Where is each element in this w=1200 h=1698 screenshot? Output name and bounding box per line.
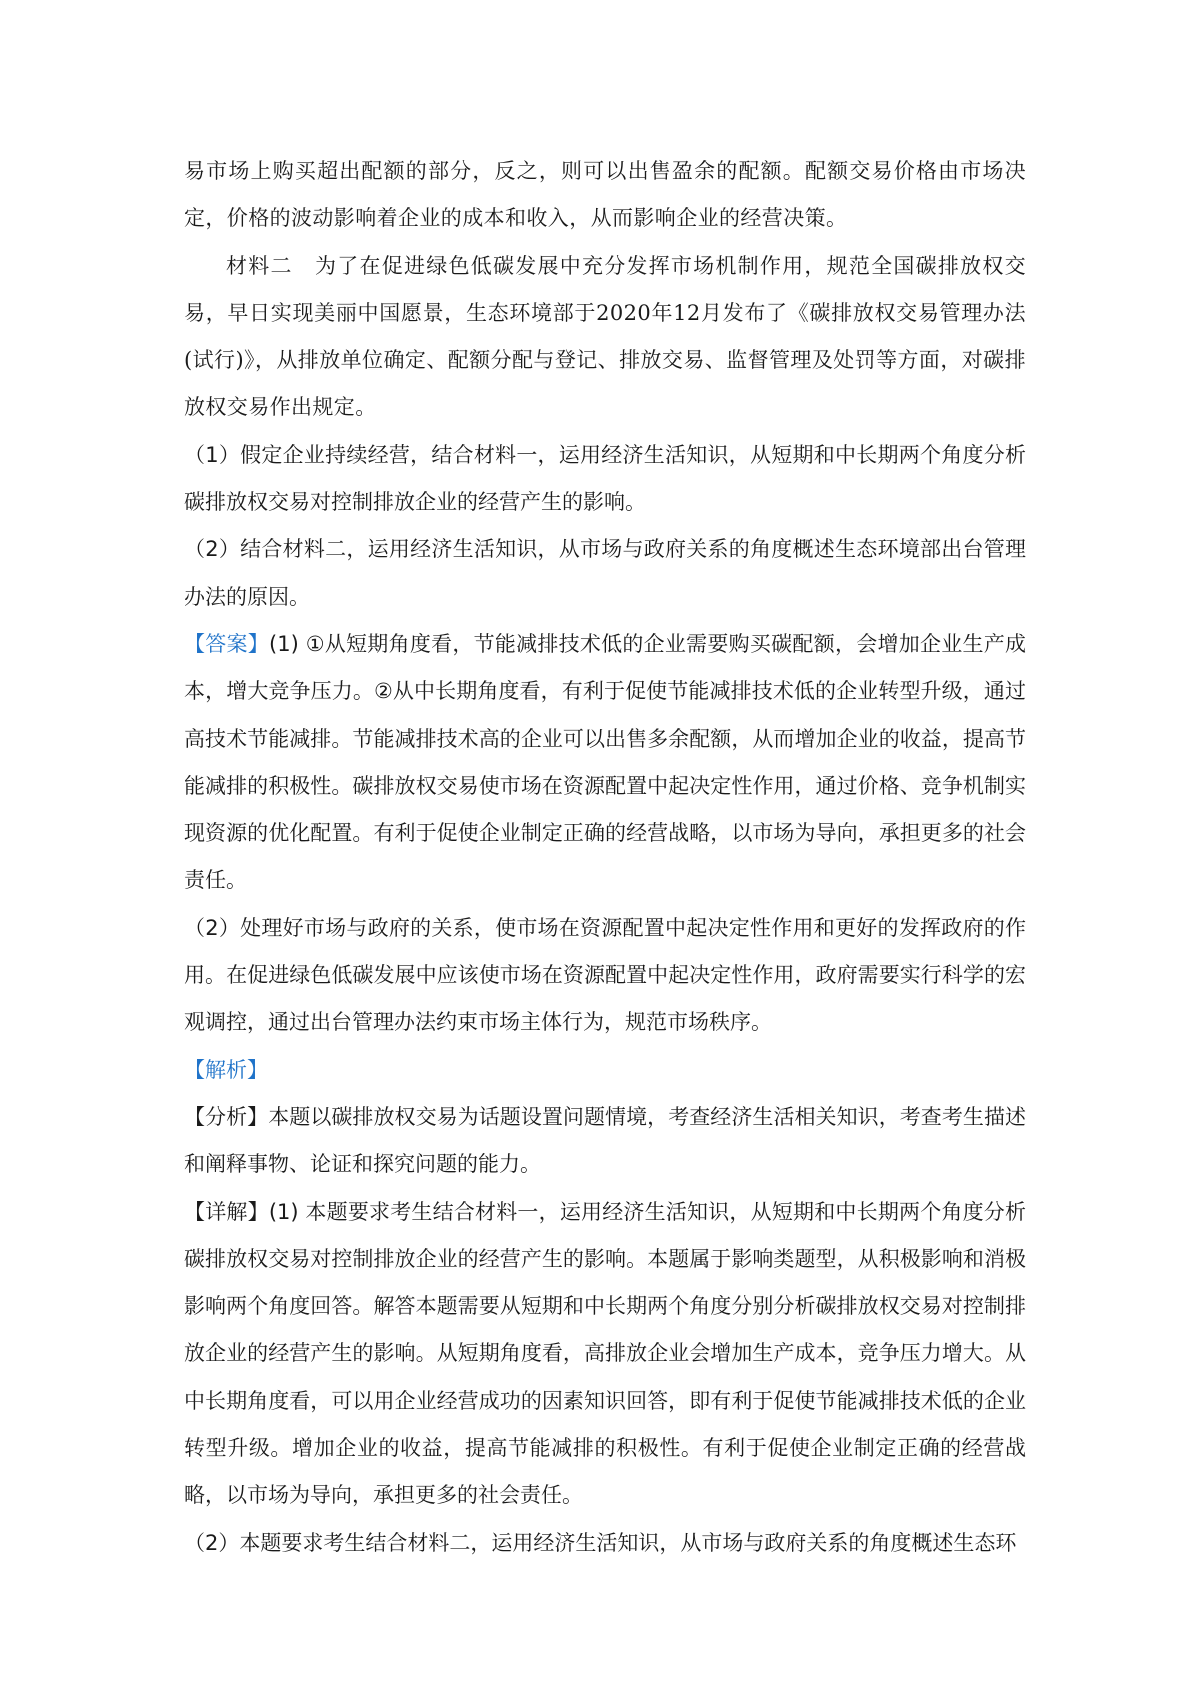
- material1-continuation: 易市场上购买超出配额的部分，反之，则可以出售盈余的配额。配额交易价格由市场决定，价格的波动影响着企业的成本和收入，从而影响企业的经营决策。: [184, 159, 1026, 231]
- xiangjie-1-text: (1) 本题要求考生结合材料一，运用经济生活知识，从短期和中长期两个角度分析碳排放权交易对控制排放企业的经营产生的影响。本题属于影响类题型，从积极影响和消极影响两个角度回答。解答本题需要从短期和中长期两个角度分别分析碳排放权交易对控制排放企业的经营产生的影响。从短期角度看，高排放企业会增加生产成本，竞争压力增大。从中长期角度看，可以用企业经营成功的因素知识回答，即有利于促使节能减排技术低的企业转型升级。增加企业的收益，提高节能减排的积极性。有利于促使企业制定正确的经营战略，以市场为导向，承担更多的社会责任。: [184, 1199, 1027, 1508]
- fenxi-text: 本题以碳排放权交易为话题设置问题情境，考查经济生活相关知识，考查考生描述和阐释事物、论证和探究问题的能力。: [184, 1104, 1027, 1177]
- answer-2: （2）处理好市场与政府的关系，使市场在资源配置中起决定性作用和更好的发挥政府的作用。在促进绿色低碳发展中应该使市场在资源配置中起决定性作用，政府需要实行科学的宏观调控，通过出台管理办法约束市场主体行为，规范市场秩序。: [184, 915, 1026, 1035]
- question-2: （2）结合材料二，运用经济生活知识，从市场与政府关系的角度概述生态环境部出台管理办法的原因。: [184, 537, 1026, 609]
- material2-paragraph: [184, 243, 1026, 432]
- answer-1-text: (1) ①从短期角度看，节能减排技术低的企业需要购买碳配额，会增加企业生产成本，增大竞争压力。②从中长期角度看，有利于促使节能减排技术低的企业转型升级，通过高技术节能减排。节能减排技术高的企业可以出售多余配额，从而增加企业的收益，提高节能减排的积极性。碳排放权交易使市场在资源配置中起决定性作用，通过价格、竞争机制实现资源的优化配置。有利于促使企业制定正确的经营战略，以市场为导向，承担更多的社会责任。: [184, 631, 1026, 893]
- answer-1: [184, 621, 1026, 905]
- analysis-xiangjie-1: [184, 1189, 1026, 1520]
- document-body: [184, 148, 1026, 1567]
- fenxi-tag: 【分析】: [184, 1104, 269, 1129]
- answer-tag: 【答案】: [184, 631, 270, 656]
- analysis-tag: 【解析】: [184, 1057, 268, 1082]
- xiangjie-tag: 【详解】: [184, 1199, 269, 1224]
- material2-text: 为了在促进绿色低碳发展中充分发挥市场机制作用，规范全国碳排放权交易，早日实现美丽中国愿景，生态环境部于2020年12月发布了《碳排放权交易管理办法(试行)》，从排放单位确定、配额分配与登记、排放交易、监督管理及处罚等方面，对碳排放权交易作出规定。: [184, 253, 1027, 420]
- analysis-xiangjie-2: （2）本题要求考生结合材料二，运用经济生活知识，从市场与政府关系的角度概述生态环: [184, 1530, 1017, 1555]
- question-1: （1）假定企业持续经营，结合材料一，运用经济生活知识，从短期和中长期两个角度分析碳排放权交易对控制排放企业的经营产生的影响。: [184, 442, 1026, 515]
- analysis-fenxi: [184, 1094, 1026, 1189]
- material2-label: 材料二: [226, 253, 293, 278]
